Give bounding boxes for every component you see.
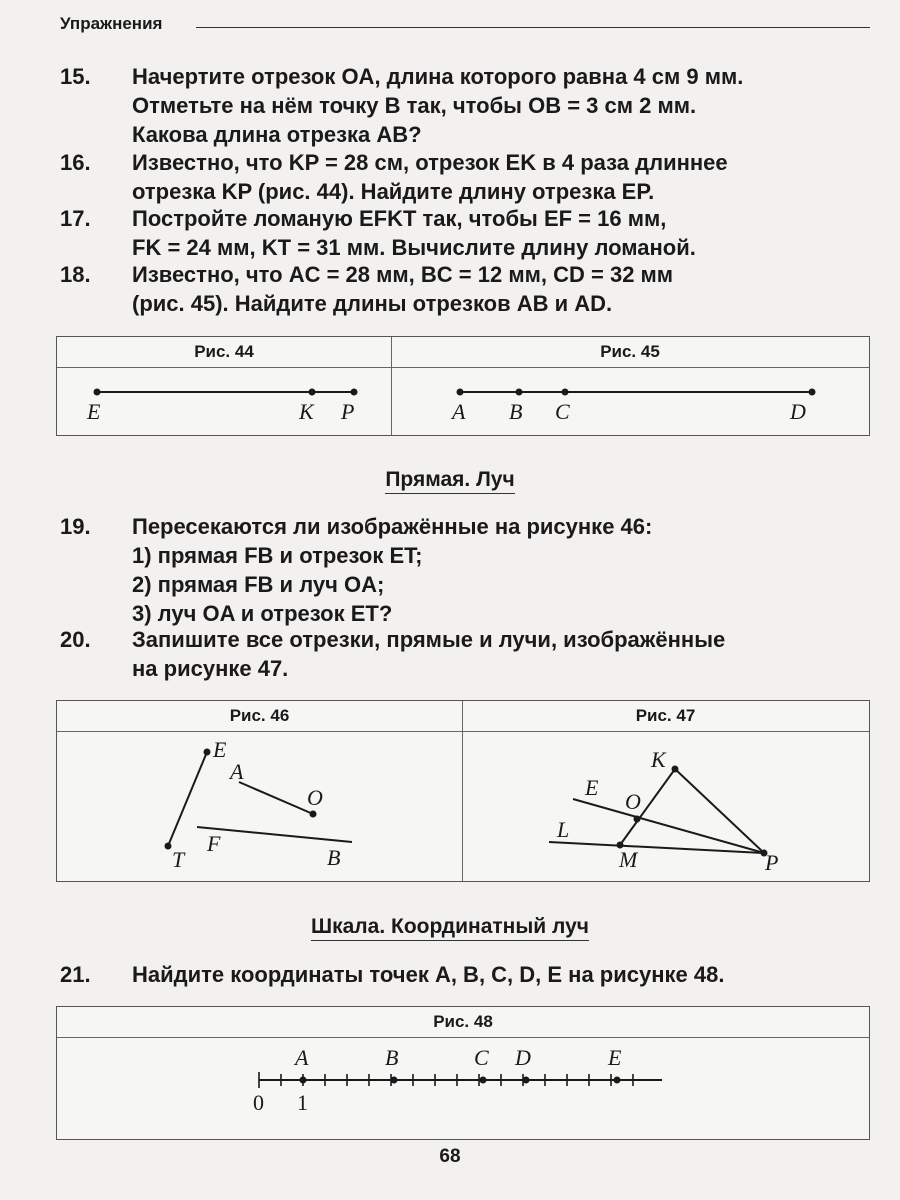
label-l: L — [557, 817, 570, 842]
label-b: B — [509, 399, 523, 424]
section-title-line-ray: Прямая. Луч — [0, 468, 900, 492]
exercise-text: FK = 24 мм, KT = 31 мм. Вычислите длину ломаной. — [132, 235, 696, 260]
point-c — [480, 1077, 487, 1084]
figures-46-47-drawing — [57, 701, 869, 881]
exercise-text: Известно, что KP = 28 см, отрезок EK в 4 раза длиннее — [132, 150, 728, 175]
label-e: E — [608, 1045, 622, 1070]
page-number: 68 — [439, 1146, 461, 1167]
exercise-number: 20. — [60, 627, 91, 652]
exercise-text: Запишите все отрезки, прямые и лучи, изображённые — [132, 627, 726, 652]
label-k: K — [651, 747, 666, 772]
exercise-number: 21. — [60, 962, 91, 987]
exercise-text: 3) луч OA и отрезок ET? — [132, 601, 393, 626]
label-t: T — [172, 847, 185, 872]
point-b — [516, 389, 523, 396]
label-a: A — [230, 759, 244, 784]
label-a: A — [452, 399, 466, 424]
exercise-number: 15. — [60, 64, 91, 89]
exercise-text: 2) прямая FB и луч OA; — [132, 572, 385, 597]
exercise-text: Начертите отрезок OA, длина которого равна 4 см 9 мм. — [132, 64, 744, 89]
exercise-number: 19. — [60, 514, 91, 539]
figure-caption: Рис. 45 — [600, 342, 660, 361]
label-o: O — [307, 785, 323, 810]
figure-caption: Рис. 44 — [194, 342, 254, 361]
point-o — [634, 816, 641, 823]
exercise-text: 1) прямая FB и отрезок ET; — [132, 543, 423, 568]
exercise-text: Найдите координаты точек A, B, C, D, E на рисунке 48. — [132, 962, 725, 987]
label-m: M — [619, 847, 638, 872]
header-rule — [196, 27, 870, 28]
point-d — [523, 1077, 530, 1084]
exercise-number: 18. — [60, 262, 91, 287]
exercise-18 — [60, 260, 875, 318]
exercise-text: на рисунке 47. — [132, 656, 289, 681]
point-k — [672, 766, 679, 773]
point-o — [310, 811, 317, 818]
label-e: E — [585, 775, 599, 800]
label-o: O — [625, 789, 641, 814]
label-b: B — [385, 1045, 399, 1070]
exercise-20 — [60, 625, 875, 683]
exercise-17 — [60, 204, 875, 262]
label-a: A — [295, 1045, 309, 1070]
point-d — [809, 389, 816, 396]
exercise-number: 17. — [60, 206, 91, 231]
label-p: P — [341, 399, 355, 424]
tick-label-0: 0 — [253, 1090, 264, 1115]
exercise-text: Постройте ломаную EFKT так, чтобы EF = 16 мм, — [132, 206, 667, 231]
exercise-text: Пересекаются ли изображённые на рисунке 46: — [132, 514, 653, 539]
figure-box-48 — [56, 1006, 870, 1140]
exercise-16 — [60, 148, 875, 206]
exercise-15 — [60, 62, 875, 149]
figure-box-46-47 — [56, 700, 870, 882]
point-e — [614, 1077, 621, 1084]
tick-label-1: 1 — [297, 1090, 308, 1115]
point-k — [309, 389, 316, 396]
figures-44-45-drawing — [57, 337, 869, 435]
label-e: E — [87, 399, 101, 424]
exercise-21 — [60, 960, 875, 989]
figure-48-drawing — [57, 1007, 869, 1139]
label-d: D — [515, 1045, 531, 1070]
ray-oa — [239, 782, 313, 814]
label-f: F — [207, 831, 221, 856]
exercise-text: (рис. 45). Найдите длины отрезков AB и AD. — [132, 291, 613, 316]
exercise-number: 16. — [60, 150, 91, 175]
label-e: E — [213, 737, 227, 762]
point-c — [562, 389, 569, 396]
label-k: K — [299, 399, 314, 424]
exercise-text: отрезка KP (рис. 44). Найдите длину отрезка EP. — [132, 179, 655, 204]
point-e — [94, 389, 101, 396]
point-t — [165, 843, 172, 850]
figure-caption: Рис. 48 — [433, 1012, 493, 1031]
label-c: C — [555, 399, 570, 424]
exercise-19 — [60, 512, 875, 628]
figure-box-44-45 — [56, 336, 870, 436]
figure-caption: Рис. 46 — [229, 706, 290, 725]
label-b: B — [327, 845, 341, 870]
point-e — [204, 749, 211, 756]
point-p — [351, 389, 358, 396]
section-title-scale: Шкала. Координатный луч — [0, 915, 900, 939]
point-b — [391, 1077, 398, 1084]
exercise-text: Отметьте на нём точку B так, чтобы OB = 3 см 2 мм. — [132, 93, 697, 118]
label-d: D — [790, 399, 806, 424]
page-header-title: Упражнения — [60, 14, 163, 33]
exercise-text: Какова длина отрезка AB? — [132, 122, 422, 147]
exercise-text: Известно, что AC = 28 мм, BC = 12 мм, CD = 32 мм — [132, 262, 674, 287]
point-a — [457, 389, 464, 396]
segment-et — [168, 752, 207, 846]
label-c: C — [474, 1045, 489, 1070]
label-p: P — [765, 850, 779, 875]
figure-caption: Рис. 47 — [635, 706, 696, 725]
point-a — [300, 1077, 307, 1084]
